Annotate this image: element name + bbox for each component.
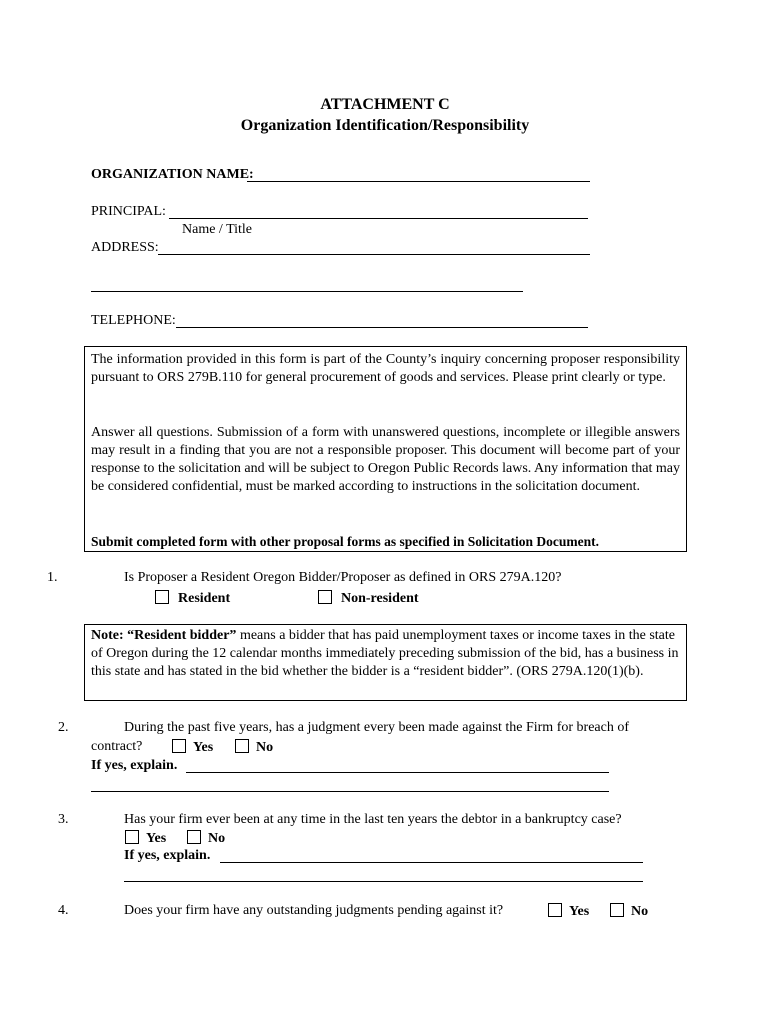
address-field-line1[interactable] <box>158 254 590 255</box>
q2-yes-checkbox[interactable] <box>172 739 186 753</box>
q3-no-checkbox[interactable] <box>187 830 201 844</box>
nonresident-label: Non-resident <box>341 591 419 606</box>
q2-no-label: No <box>256 740 274 755</box>
page-subtitle: Organization Identification/Responsibility <box>240 117 530 134</box>
note-label: Note: “Resident bidder” <box>91 628 237 643</box>
info-box <box>84 346 687 552</box>
principal-field[interactable] <box>169 218 588 219</box>
q3-option-yes[interactable] <box>125 830 166 847</box>
q4-yes-checkbox[interactable] <box>548 903 562 917</box>
q1-option-resident[interactable] <box>155 590 230 607</box>
q2-option-no[interactable] <box>235 739 273 756</box>
q2-number: 2. <box>58 720 69 735</box>
q3-option-no[interactable] <box>187 830 225 847</box>
resident-checkbox[interactable] <box>155 590 169 604</box>
q1-option-nonresident[interactable] <box>318 590 419 607</box>
q4-yes-label: Yes <box>569 904 590 919</box>
q4-option-yes[interactable] <box>548 903 589 920</box>
q3-number: 3. <box>58 812 69 827</box>
note-box <box>84 624 687 701</box>
note-body: means a bidder that has paid unemployment taxes or income taxes in the state of Oregon during the 12 calendar months immediately preceding submission of the bid, has a business in this state and has stated in the bid whether the bidder is a “resident bidder”. (ORS 279A.120(1)(b). <box>91 628 679 679</box>
q2-option-yes[interactable] <box>172 739 213 756</box>
q2-no-checkbox[interactable] <box>235 739 249 753</box>
q4-text: Does your firm have any outstanding judgments pending against it? <box>124 903 504 918</box>
q2-yes-label: Yes <box>193 740 214 755</box>
q4-number: 4. <box>58 903 69 918</box>
telephone-label: TELEPHONE: <box>91 313 176 328</box>
q3-text: Has your firm ever been at any time in the last ten years the debtor in a bankruptcy case? <box>124 812 622 827</box>
q3-yes-label: Yes <box>146 831 167 846</box>
q4-no-checkbox[interactable] <box>610 903 624 917</box>
q4-no-label: No <box>631 904 649 919</box>
org-name-label: ORGANIZATION NAME: <box>91 167 254 182</box>
telephone-field[interactable] <box>176 327 588 328</box>
q3-explain-label: If yes, explain. <box>124 848 211 863</box>
resident-label: Resident <box>178 591 231 606</box>
q3-explain-field-line1[interactable] <box>220 862 643 863</box>
principal-label: PRINCIPAL: <box>91 204 166 219</box>
q2-explain-field-line1[interactable] <box>186 772 609 773</box>
q2-explain-field-line2[interactable] <box>91 791 609 792</box>
info-paragraph-2: Answer all questions. Submission of a form with unanswered questions, incomplete or illegible answers may result in a finding that you are not a responsible proposer. This document will become part of your response to the solicitation and will be subject to Oregon Public Records laws. Any information that may be considered confidential, must be marked according to instructions in the solicitation document. <box>91 425 680 494</box>
q2-explain-label: If yes, explain. <box>91 758 178 773</box>
page-title: ATTACHMENT C <box>320 96 450 113</box>
address-label: ADDRESS: <box>91 240 159 255</box>
info-paragraph-3: Submit completed form with other proposal forms as specified in Solicitation Document. <box>91 534 599 549</box>
q3-yes-checkbox[interactable] <box>125 830 139 844</box>
note-text <box>91 627 680 681</box>
q3-no-label: No <box>208 831 226 846</box>
info-paragraph-1: The information provided in this form is part of the County’s inquiry concerning proposer responsibility pursuant to ORS 279B.110 for general procurement of goods and services. Please print clearly or type. <box>91 352 680 385</box>
name-title-caption: Name / Title <box>182 222 253 237</box>
org-name-field[interactable] <box>247 181 590 182</box>
q4-option-no[interactable] <box>610 903 648 920</box>
q2-text-line2: contract? <box>91 739 143 754</box>
q2-text-line1: During the past five years, has a judgment every been made against the Firm for breach of <box>124 720 629 735</box>
nonresident-checkbox[interactable] <box>318 590 332 604</box>
address-field-line2[interactable] <box>91 291 523 292</box>
q1-text: Is Proposer a Resident Oregon Bidder/Proposer as defined in ORS 279A.120? <box>124 570 562 585</box>
q1-number: 1. <box>47 570 58 585</box>
q3-explain-field-line2[interactable] <box>124 881 643 882</box>
